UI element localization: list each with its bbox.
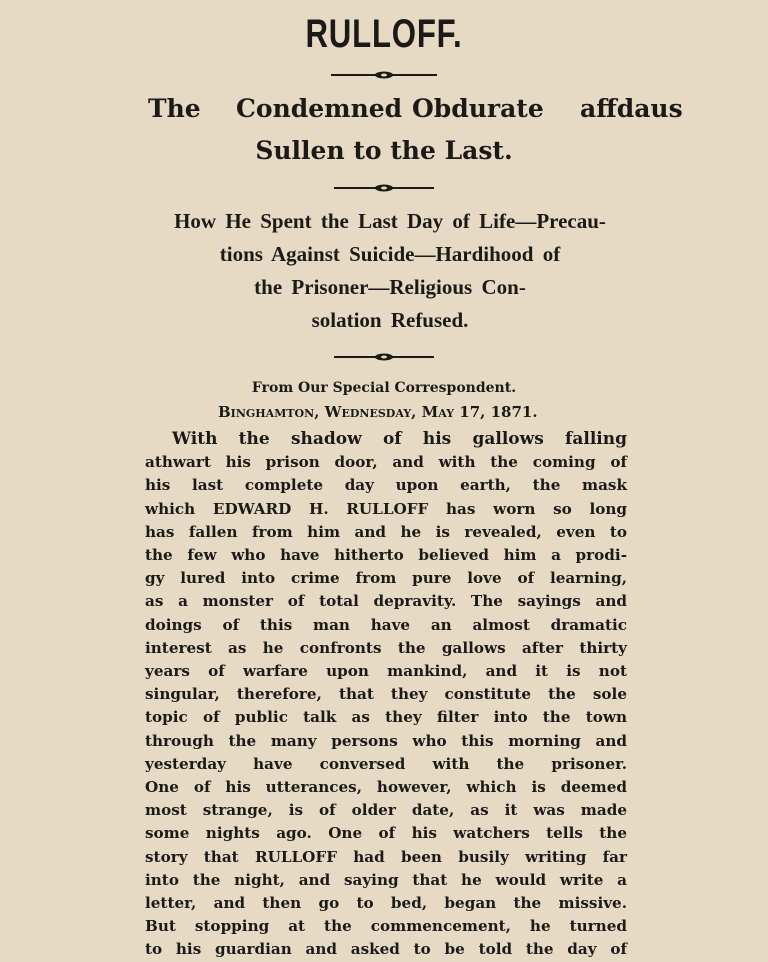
body-line: as a monster of total depravity. The sayings and <box>145 592 627 611</box>
deck-word: The <box>148 94 201 123</box>
body-line: doings of this man have an almost dramatic <box>145 615 627 634</box>
body-line: letter, and then go to bed, began the missive. <box>145 894 627 913</box>
body-line: years of warfare upon mankind, and it is not <box>145 662 627 681</box>
body-line: into the night, and saying that he would write a <box>145 870 627 889</box>
byline: From Our Special Correspondent. <box>251 380 517 396</box>
body-line: One of his utterances, however, which is deemed <box>145 778 627 797</box>
deck-word: Obdurate <box>412 94 544 123</box>
deck-line: the Prisoner—Religious Con- <box>254 275 526 299</box>
body-line: topic of public talk as they filter into the town <box>145 708 627 727</box>
deck-secondary <box>160 205 620 337</box>
body-line: athwart his prison door, and with the coming of <box>145 453 627 472</box>
body-line: gy lured into crime from pure love of learning, <box>145 569 627 588</box>
ornamental-divider <box>0 70 768 80</box>
deck-word: affdaus <box>580 94 683 123</box>
dateline: Binghamton, Wednesday, May 17, 1871. <box>218 403 538 421</box>
rule-ornament-icon <box>329 70 439 80</box>
deck-line: How He Spent the Last Day of Life—Precau- <box>174 209 606 233</box>
body-line: most strange, is of older date, as it was made <box>145 801 627 820</box>
headline: RULLOFF. <box>305 12 463 56</box>
body-line: story that RULLOFF had been busily writing far <box>145 847 627 866</box>
rule-ornament-icon <box>332 352 436 362</box>
body-line: the few who have hitherto believed him a prodi- <box>145 546 627 565</box>
deck-primary-line-2: Sullen to the Last. <box>255 136 513 165</box>
body-line: has fallen from him and he is revealed, even to <box>145 522 627 541</box>
body-line: singular, therefore, that they constitute the sole <box>145 685 627 704</box>
body-line: his last complete day upon earth, the mask <box>145 476 627 495</box>
body-line: yesterday have conversed with the prisoner. <box>145 754 627 773</box>
body-line: With the shadow of his gallows falling <box>172 429 627 449</box>
ornamental-divider <box>0 352 768 362</box>
body-line: some nights ago. One of his watchers tells the <box>145 824 627 843</box>
deck-word: Condemned <box>236 94 403 123</box>
body-line: But stopping at the commencement, he turned <box>145 917 627 936</box>
body-line: which EDWARD H. RULLOFF has worn so long <box>145 499 627 518</box>
body-line: interest as he confronts the gallows after thirty <box>145 638 627 657</box>
article-body <box>145 428 627 962</box>
ornamental-divider <box>0 183 768 193</box>
body-line: through the many persons who this morning and <box>145 731 627 750</box>
rule-ornament-icon <box>332 183 436 193</box>
body-line: to his guardian and asked to be told the day of <box>145 940 627 959</box>
deck-line: tions Against Suicide—Hardihood of <box>219 242 561 266</box>
deck-line: solation Refused. <box>311 308 469 332</box>
